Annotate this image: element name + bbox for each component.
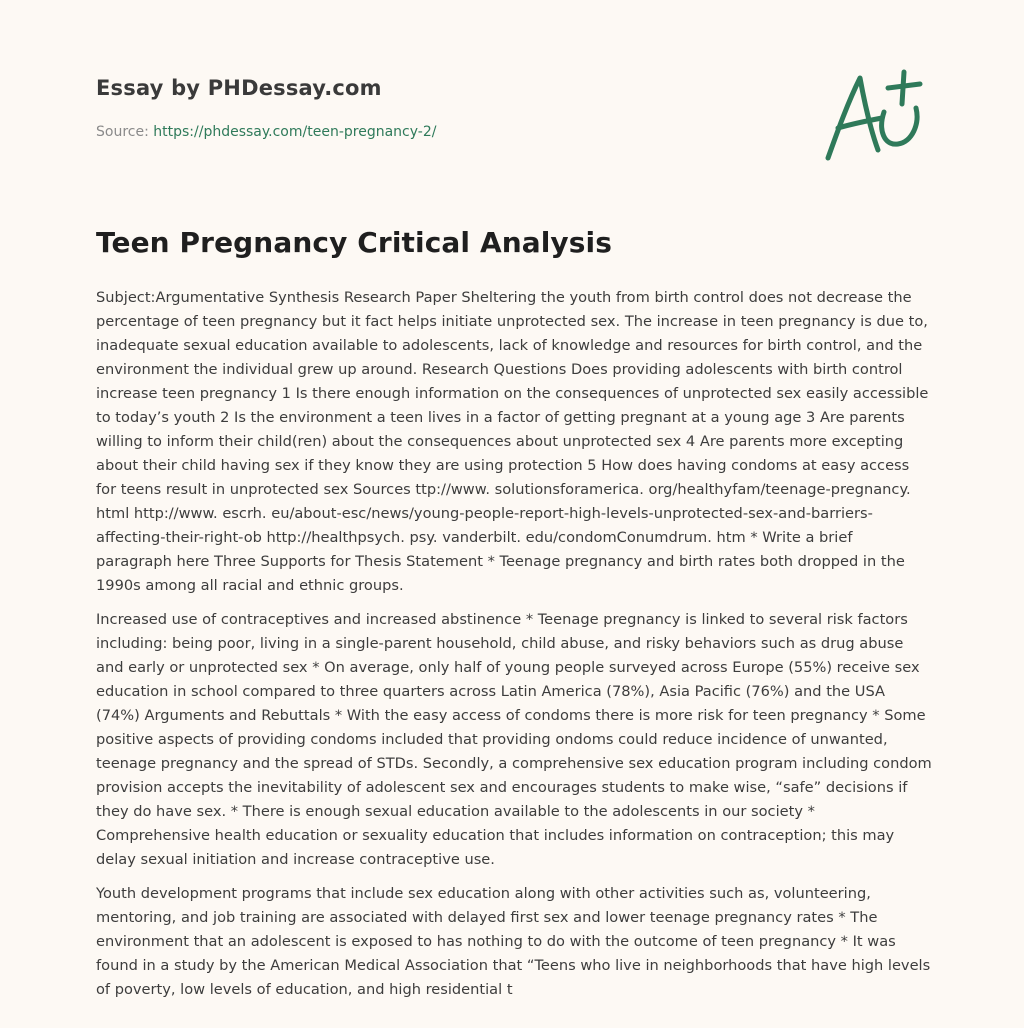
source-label: Source: bbox=[96, 124, 149, 140]
a-plus-logo-icon bbox=[818, 66, 930, 164]
source-link[interactable]: https://phdessay.com/teen-pregnancy-2/ bbox=[153, 124, 437, 140]
essay-paragraph-1: Subject:Argumentative Synthesis Research Paper Sheltering the youth from birth control does not decrease the percentage of teen pregnancy but it fact helps initiate unprotected sex. The increase in teen pregnancy is due to, inadequate sexual education available to adolescents, lack of knowledge and resources for birth control, and the environment the individual grew up around. Research Questions Does providing adolescents with birth control increase teen pregnancy 1 Is there enough information on the consequences of unprotected sex easily accessible to today’s youth 2 Is the environment a teen lives in a factor of getting pregnant at a young age 3 Are parents willing to inform their child(ren) about the consequences about unprotected sex 4 Are parents more excepting about their child having sex if they know they are using protection 5 How does having condoms at easy access for teens result in unprotected sex Sources ttp://www. solutionsforamerica. org/healthyfam/teenage-pregnancy. html http://www. escrh. eu/about-esc/news/young-people-report-high-levels-unprotected-sex-and-barriers-affecting-their-right-ob http://healthpsych. psy. vanderbilt. edu/condomConumdrum. htm * Write a brief paragraph here Three Supports for Thesis Statement * Teenage pregnancy and birth rates both dropped in the 1990s among all racial and ethnic groups. bbox=[96, 289, 929, 594]
site-title: Essay by PHDessay.com bbox=[96, 76, 382, 100]
essay-title: Teen Pregnancy Critical Analysis bbox=[96, 226, 613, 259]
essay-paragraph-2: Increased use of contraceptives and increased abstinence * Teenage pregnancy is linked to several risk factors including: being poor, living in a single-parent household, child abuse, and risky behaviors such as drug abuse and early or unprotected sex * On average, only half of young people surveyed across Europe (55%) receive sex education in school compared to three quarters across Latin America (78%), Asia Pacific (76%) and the USA (74%) Arguments and Rebuttals * With the easy access of condoms there is more risk for teen pregnancy * Some positive aspects of providing condoms included that providing ondoms could reduce incidence of unwanted, teenage pregnancy and the spread of STDs. Secondly, a comprehensive sex education program including condom provision accepts the inevitability of adolescent sex and encourages students to make wise, “safe” decisions if they do have sex. * There is enough sexual education available to the adolescents in our society * Comprehensive health education or sexuality education that includes information on contraception; this may delay sexual initiation and increase contraceptive use. bbox=[96, 611, 932, 868]
essay-body bbox=[96, 286, 932, 1012]
source-line bbox=[96, 124, 436, 140]
essay-paragraph-3: Youth development programs that include sex education along with other activities such as, volunteering, mentoring, and job training are associated with delayed first sex and lower teenage pregnancy rates * The environment that an adolescent is exposed to has nothing to do with the outcome of teen pregnancy * It was found in a study by the American Medical Association that “Teens who live in neighborhoods that have high levels of poverty, low levels of education, and high residential t bbox=[96, 885, 931, 998]
